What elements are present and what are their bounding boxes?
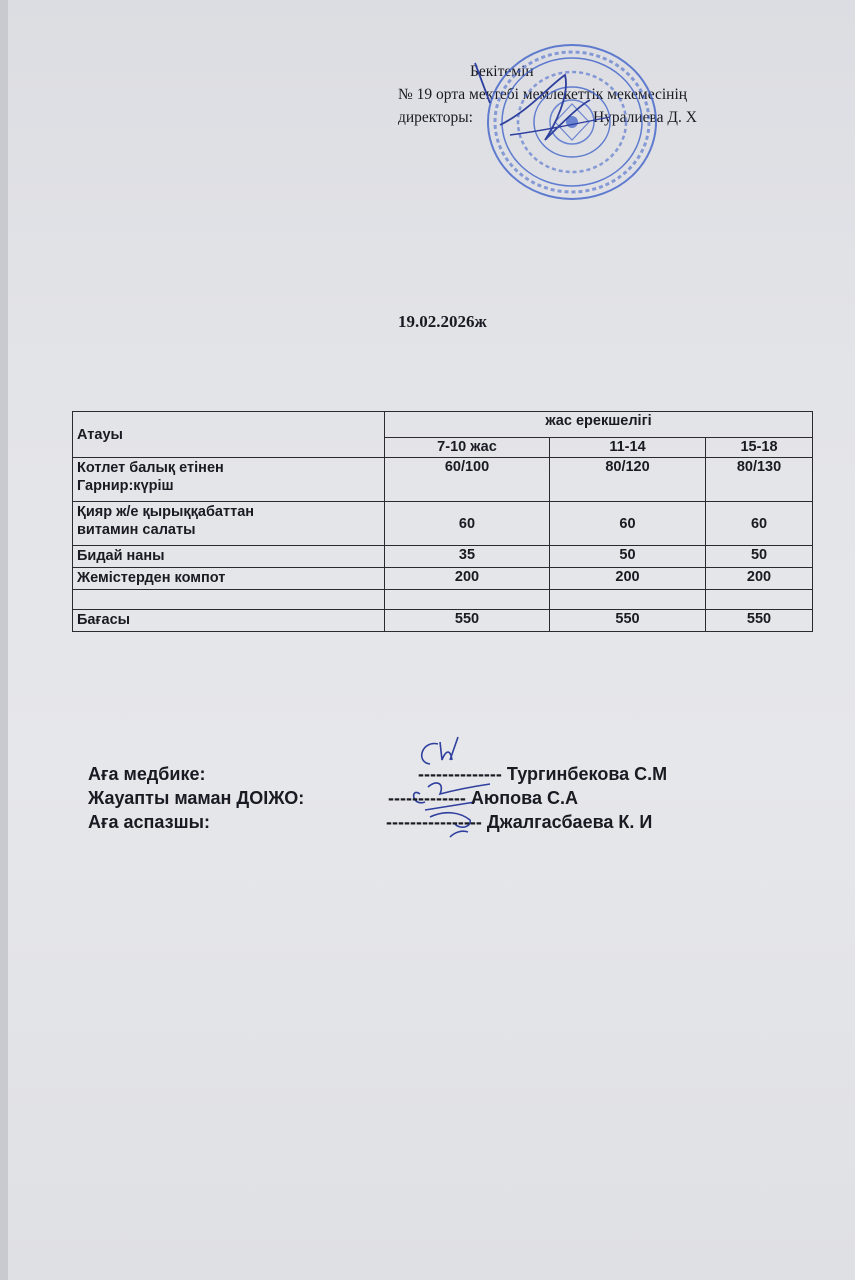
director-name: Нуралиева Д. Х [592,109,697,126]
staff-person: -------------- Тургинбекова С.М [418,764,668,784]
price-value: 550 [550,610,706,632]
director-signature [470,55,620,155]
approval-title: Бекітемін [470,63,534,80]
price-value: 550 [706,610,813,632]
age-group: 11-14 [550,438,706,458]
dish-name-line: Гарнир:күріш [77,478,174,494]
table-row [73,502,813,546]
price-value: 550 [385,610,550,632]
empty-cell [73,590,385,610]
menu-table [72,411,813,632]
portion-value: 50 [706,546,813,568]
dish-name [73,458,385,502]
staff-role: Жауапты маман ДОІЖО: [88,788,305,808]
empty-cell [385,590,550,610]
dish-name-line: Котлет балық етінен [77,460,224,476]
portion-value: 200 [706,568,813,590]
age-group: 15-18 [706,438,813,458]
director-label: директоры: [398,109,473,126]
header-age: жас ерекшелігі [385,412,813,438]
portion-value: 60 [385,502,550,546]
paper-edge [0,0,8,1280]
table-row [73,546,813,568]
empty-cell [706,590,813,610]
approval-institution: № 19 орта мектебі мемлекеттік мекемесінің [398,86,688,103]
portion-value: 50 [550,546,706,568]
age-group: 7-10 жас [385,438,550,458]
empty-cell [550,590,706,610]
portion-value: 200 [550,568,706,590]
table-row [73,568,813,590]
document-date: 19.02.2026ж [398,312,487,331]
portion-value: 80/130 [706,458,813,502]
staff-person: ---------------- Джалгасбаева К. И [386,812,653,832]
dish-name-line: витамин салаты [77,522,196,538]
dish-name-line: Қияр ж/е қырыққабаттан [77,504,255,520]
dish-name [73,502,385,546]
staff-role: Аға аспазшы: [88,812,210,832]
portion-value: 80/120 [550,458,706,502]
portion-value: 35 [385,546,550,568]
portion-value: 60 [706,502,813,546]
portion-value: 200 [385,568,550,590]
dish-name: Жемістерден компот [73,568,385,590]
header-name: Атауы [73,412,385,458]
table-row-empty [73,590,813,610]
staff-role: Аға медбике: [88,764,206,784]
staff-person: ------------- Аюпова С.А [388,788,579,808]
price-label: Бағасы [73,610,385,632]
table-row [73,458,813,502]
portion-value: 60/100 [385,458,550,502]
portion-value: 60 [550,502,706,546]
table-row-price [73,610,813,632]
dish-name: Бидай наны [73,546,385,568]
